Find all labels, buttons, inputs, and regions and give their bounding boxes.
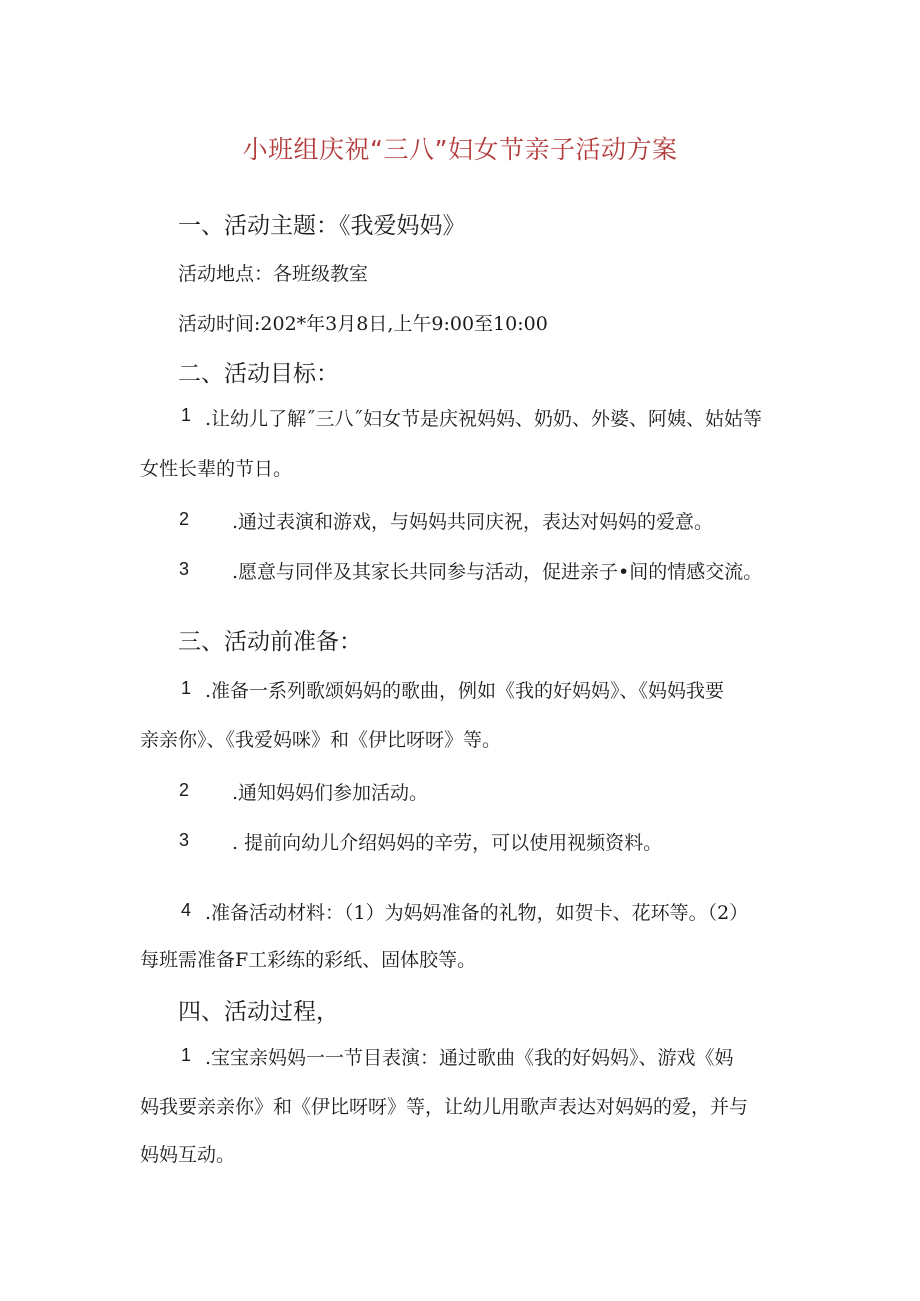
- prep-text: . 提前向幼儿介绍妈妈的辛劳，可以使用视频资料。: [232, 832, 663, 854]
- prep-number: 2: [179, 780, 190, 800]
- goal-number: 3: [179, 559, 190, 579]
- prep-text-continued: 亲亲你》、《我爱妈咪》和《伊比呀呀》等。: [140, 729, 502, 751]
- process-number: 1: [181, 1045, 192, 1065]
- goal-number: 1: [181, 405, 192, 425]
- prep-number: 3: [179, 830, 190, 850]
- process-text-continued: 妈我要亲亲你》和《伊比呀呀》等，让幼儿用歌声表达对妈妈的爱，并与: [140, 1096, 749, 1118]
- prep-text: .准备活动材料：（1）为妈妈准备的礼物，如贺卡、花环等。（2）: [205, 902, 749, 924]
- process-text-continued: 妈妈互动。: [140, 1144, 236, 1166]
- activity-location: 活动地点：各班级教室: [178, 263, 369, 285]
- process-text: .宝宝亲妈妈一一节目表演：通过歌曲《我的好妈妈》、游戏《妈: [205, 1047, 734, 1069]
- goal-number: 2: [179, 509, 190, 529]
- goal-text: .通过表演和游戏，与妈妈共同庆祝，表达对妈妈的爱意。: [232, 511, 714, 533]
- goal-text: .让幼儿了解˝三八˝妇女节是庆祝妈妈、奶奶、外婆、阿姨、姑姑等: [205, 408, 763, 430]
- section-heading-preparation: 三、活动前准备：: [178, 629, 362, 655]
- goal-text: .愿意与同伴及其家长共同参与活动，促进亲子•间的情感交流。: [232, 561, 763, 583]
- prep-number: 4: [181, 900, 192, 920]
- prep-number: 1: [181, 678, 192, 698]
- goal-text-continued: 女性长辈的节日。: [140, 458, 293, 480]
- activity-time: 活动时间:202*年3月8日,上午9:00至10:00: [178, 313, 548, 335]
- document-title: 小班组庆祝“三八”妇女节亲子活动方案: [242, 135, 678, 164]
- section-heading-theme: 一、活动主题：《我爱妈妈》: [178, 213, 466, 239]
- section-heading-goals: 二、活动目标：: [178, 361, 339, 387]
- prep-text: .准备一系列歌颂妈妈的歌曲，例如《我的好妈妈》、《妈妈我要: [205, 680, 725, 702]
- section-heading-process: 四、活动过程，: [178, 999, 339, 1025]
- prep-text-continued: 每班需准备F工彩练的彩纸、固体胶等。: [140, 949, 477, 971]
- prep-text: .通知妈妈们参加活动。: [232, 782, 429, 804]
